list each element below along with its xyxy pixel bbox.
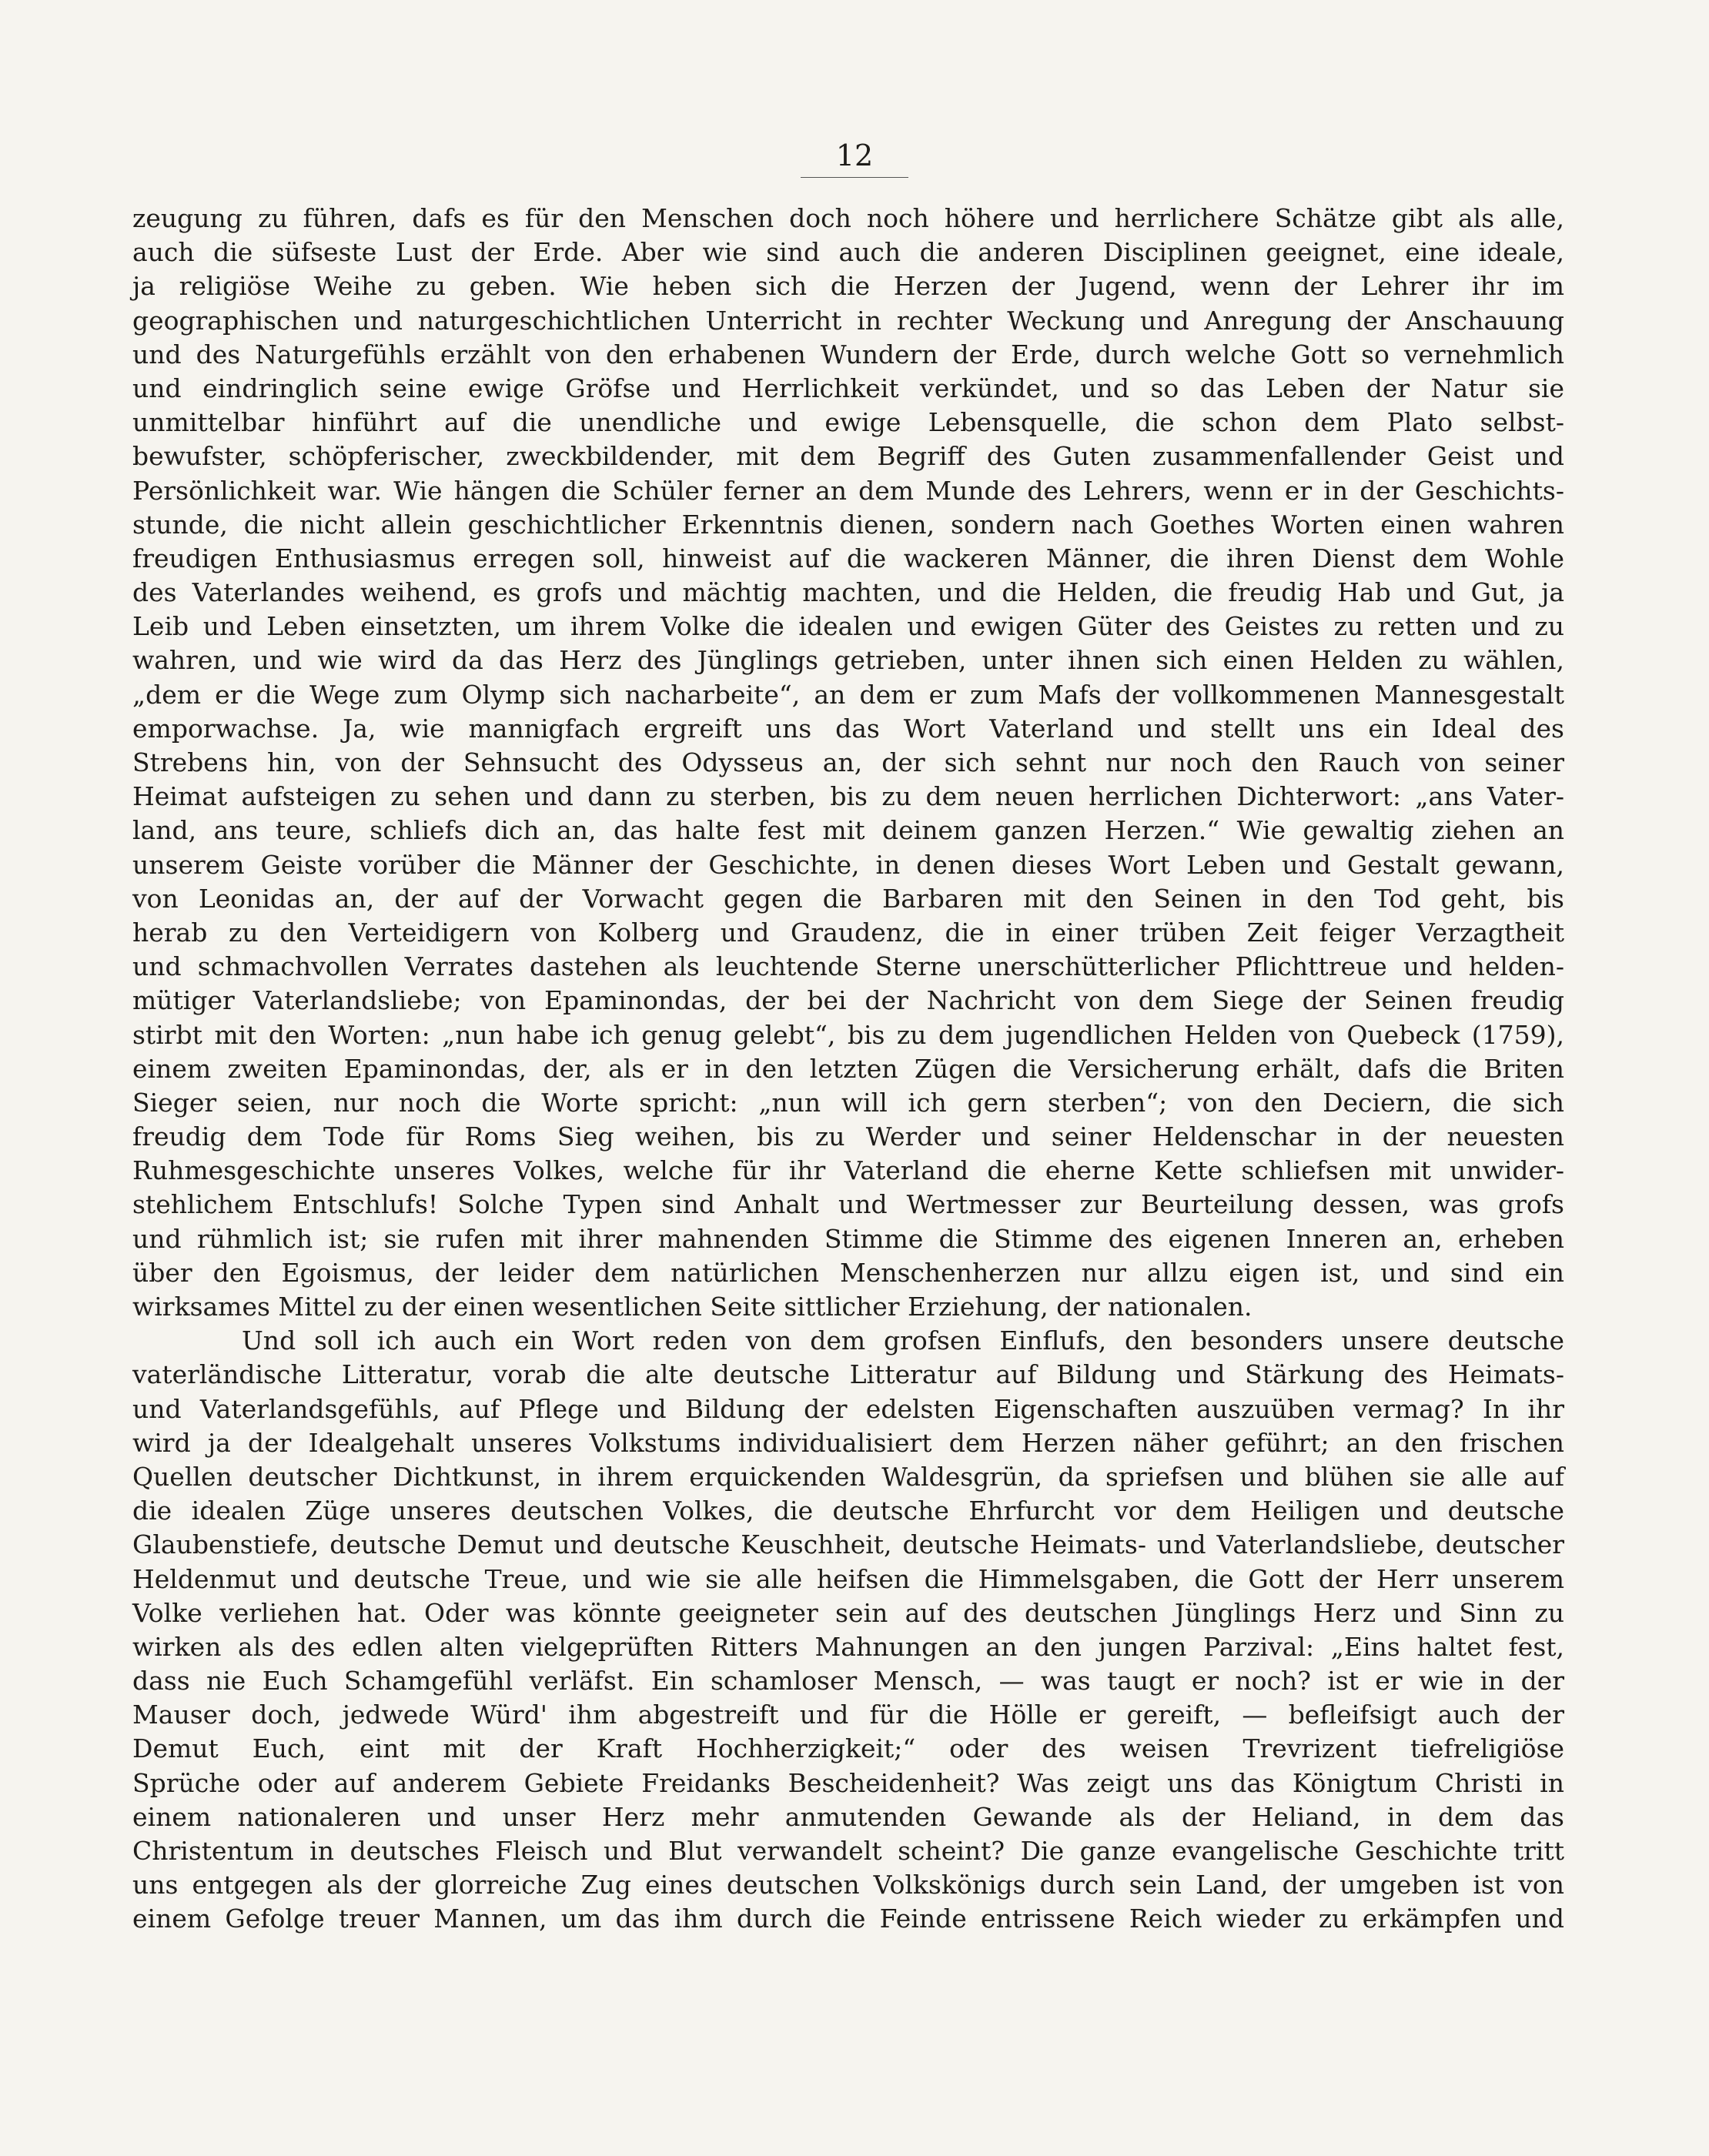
text-line: freudigen Enthusiasmus erregen soll, hinweist auf die wackeren Männer, die ihren Dienst dem Wohle: [132, 543, 1564, 573]
text-line: freudig dem Tode für Roms Sieg weihen, bis zu Werder und seiner Heldenschar in der neuesten: [132, 1121, 1564, 1152]
text-line: unmittelbar hinführt auf die unendliche und ewige Lebensquelle, die schon dem Plato selbst-: [132, 407, 1564, 438]
paragraph: [132, 202, 1564, 1324]
text-line: Christentum in deutsches Fleisch und Blut verwandelt scheint? Die ganze evangelische Geschichte tritt: [132, 1836, 1564, 1866]
text-line: wirken als des edlen alten vielgeprüften Ritters Mahnungen an den jungen Parzival: „Eins haltet fest,: [132, 1631, 1564, 1662]
body-text: [132, 202, 1564, 1937]
text-line: Und soll ich auch ein Wort reden von dem grofsen Einflufs, den besonders unsere deutsche: [242, 1325, 1564, 1356]
text-line: vaterländische Litteratur, vorab die alte deutsche Litteratur auf Bildung und Stärkung des Heimats-: [132, 1359, 1564, 1390]
text-line: emporwachse. Ja, wie mannigfach ergreift uns das Wort Vaterland und stellt uns ein Ideal des: [132, 713, 1564, 744]
page-number: 12: [801, 139, 908, 178]
text-line: einem nationaleren und unser Herz mehr anmutenden Gewande als der Heliand, in dem das: [132, 1801, 1564, 1832]
text-line: Mauser doch, jedwede Würd' ihm abgestreift und für die Hölle er gereift, — befleifsigt auch der: [132, 1700, 1564, 1730]
text-line: wahren, und wie wird da das Herz des Jünglings getrieben, unter ihnen sich einen Helden zu wählen,: [132, 645, 1564, 676]
text-line: Heldenmut und deutsche Treue, und wie sie alle heifsen die Himmelsgaben, die Gott der Herr unserem: [132, 1563, 1564, 1594]
text-line: Sieger seien, nur noch die Worte spricht: „nun will ich gern sterben“; von den Deciern, die sich: [132, 1087, 1564, 1118]
text-line: stehlichem Entschlufs! Solche Typen sind Anhalt und Wertmesser zur Beurteilung dessen, was grofs: [132, 1189, 1564, 1220]
text-line: einem Gefolge treuer Mannen, um das ihm durch die Feinde entrissene Reich wieder zu erkämpfen und: [132, 1904, 1564, 1934]
text-line: Glaubenstiefe, deutsche Demut und deutsche Keuschheit, deutsche Heimats- und Vaterlandsliebe, deutscher: [132, 1529, 1564, 1560]
text-line: herab zu den Verteidigern von Kolberg und Graudenz, die in einer trüben Zeit feiger Verzagtheit: [132, 917, 1564, 948]
text-line: ja religiöse Weihe zu geben. Wie heben sich die Herzen der Jugend, wenn der Lehrer ihr im: [132, 271, 1564, 302]
text-line: Sprüche oder auf anderem Gebiete Freidanks Bescheidenheit? Was zeigt uns das Königtum Christi in: [132, 1767, 1564, 1798]
text-line: land, ans teure, schliefs dich an, das halte fest mit deinem ganzen Herzen.“ Wie gewaltig ziehen an: [132, 815, 1564, 846]
text-line: Strebens hin, von der Sehnsucht des Odysseus an, der sich sehnt nur noch den Rauch von seiner: [132, 747, 1564, 777]
text-line: des Vaterlandes weihend, es grofs und mächtig machten, und die Helden, die freudig Hab und Gut, ja: [132, 577, 1564, 608]
paragraph: [132, 1324, 1564, 1936]
text-line: wird ja der Idealgehalt unseres Volkstums individualisiert dem Herzen näher geführt; an den frischen: [132, 1427, 1564, 1458]
text-line: bewufster, schöpferischer, zweckbildender, mit dem Begriff des Guten zusammenfallender Geist und: [132, 441, 1564, 472]
text-line: die idealen Züge unseres deutschen Volkes, die deutsche Ehrfurcht vor dem Heiligen und deutsche: [132, 1496, 1564, 1526]
text-line: dass nie Euch Schamgefühl verläfst. Ein schamloser Mensch, — was taugt er noch? ist er wie in der: [132, 1666, 1564, 1696]
text-line: Persönlichkeit war. Wie hängen die Schüler ferner an dem Munde des Lehrers, wenn er in der Geschichts-: [132, 475, 1564, 506]
text-line: stunde, die nicht allein geschichtlicher Erkenntnis dienen, sondern nach Goethes Worten einen wahren: [132, 509, 1564, 540]
text-line: Demut Euch, eint mit der Kraft Hochherzigkeit;“ oder des weisen Trevrizent tiefreligiöse: [132, 1733, 1564, 1764]
text-line: zeugung zu führen, dafs es für den Menschen doch noch höhere und herrlichere Schätze gibt als alle,: [132, 203, 1564, 233]
text-line: Heimat aufsteigen zu sehen und dann zu sterben, bis zu dem neuen herrlichen Dichterwort: „ans Vater-: [132, 781, 1564, 812]
text-line: unserem Geiste vorüber die Männer der Geschichte, in denen dieses Wort Leben und Gestalt gewann,: [132, 849, 1564, 880]
text-line: mütiger Vaterlandsliebe; von Epaminondas, der bei der Nachricht von dem Siege der Seinen freudig: [132, 985, 1564, 1016]
text-line: einem zweiten Epaminondas, der, als er in den letzten Zügen die Versicherung erhält, dafs die Briten: [132, 1053, 1564, 1084]
text-line: über den Egoismus, der leider dem natürlichen Menschenherzen nur allzu eigen ist, und sind ein: [132, 1257, 1564, 1288]
text-line: wirksames Mittel zu der einen wesentlichen Seite sittlicher Erziehung, der nationalen.: [132, 1292, 1252, 1322]
text-line: uns entgegen als der glorreiche Zug eines deutschen Volkskönigs durch sein Land, der umgeben ist von: [132, 1870, 1564, 1900]
text-line: Quellen deutscher Dichtkunst, in ihrem erquickenden Waldesgrün, da spriefsen und blühen sie alle auf: [132, 1461, 1564, 1492]
text-line: und des Naturgefühls erzählt von den erhabenen Wundern der Erde, durch welche Gott so vernehmlich: [132, 339, 1564, 369]
text-line: „dem er die Wege zum Olymp sich nacharbeite“, an dem er zum Mafs der vollkommenen Mannesgestalt: [132, 679, 1564, 710]
text-line: Volke verliehen hat. Oder was könnte geeigneter sein auf des deutschen Jünglings Herz und Sinn zu: [132, 1597, 1564, 1628]
text-line: und eindringlich seine ewige Gröfse und Herrlichkeit verkündet, und so das Leben der Natur sie: [132, 373, 1564, 403]
text-line: von Leonidas an, der auf der Vorwacht gegen die Barbaren mit den Seinen in den Tod geht, bis: [132, 883, 1564, 914]
text-line: geographischen und naturgeschichtlichen Unterricht in rechter Weckung und Anregung der Anschauung: [132, 305, 1564, 336]
text-line: und rühmlich ist; sie rufen mit ihrer mahnenden Stimme die Stimme des eigenen Inneren an, erheben: [132, 1223, 1564, 1254]
text-line: stirbt mit den Worten: „nun habe ich genug gelebt“, bis zu dem jugendlichen Helden von Quebeck (1759),: [132, 1019, 1564, 1050]
text-line: und schmachvollen Verrates dastehen als leuchtende Sterne unerschütterlicher Pflichttreue und helden-: [132, 951, 1564, 982]
text-line: Leib und Leben einsetzten, um ihrem Volke die idealen und ewigen Güter des Geistes zu retten und zu: [132, 611, 1564, 642]
text-line: und Vaterlandsgefühls, auf Pflege und Bildung der edelsten Eigenschaften auszuüben vermag? In ihr: [132, 1393, 1564, 1424]
text-line: Ruhmesgeschichte unseres Volkes, welche für ihr Vaterland die eherne Kette schliefsen mit unwider-: [132, 1155, 1564, 1186]
text-line: auch die süfseste Lust der Erde. Aber wie sind auch die anderen Disciplinen geeignet, eine ideale,: [132, 237, 1564, 268]
